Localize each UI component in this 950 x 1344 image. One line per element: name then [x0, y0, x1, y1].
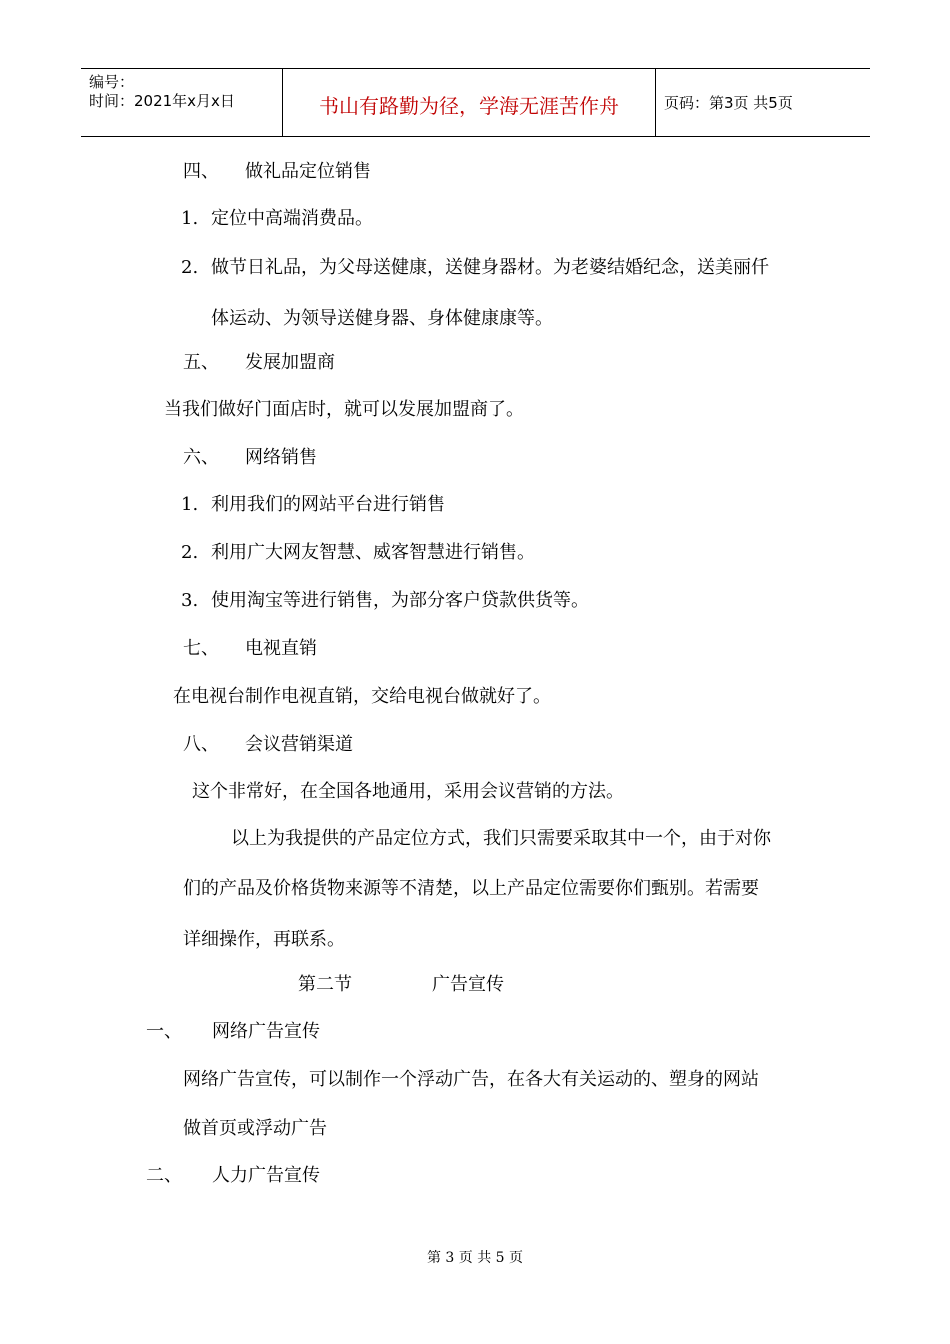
item-text: 使用淘宝等进行销售，为部分客户贷款供货等。	[211, 590, 589, 611]
paragraph: 当我们做好门面店时，就可以发展加盟商了。	[164, 399, 524, 420]
paragraph: 这个非常好，在全国各地通用，采用会议营销的方法。	[192, 781, 624, 802]
section-number: 八、	[183, 734, 219, 755]
section-title: 做礼品定位销售	[245, 161, 371, 182]
section-number: 七、	[183, 638, 219, 659]
section-number: 二、	[146, 1165, 182, 1186]
chapter-label: 第二节	[298, 974, 352, 995]
section-number: 一、	[146, 1021, 182, 1042]
item-number: 1.	[181, 494, 199, 515]
item-text: 利用我们的网站平台进行销售	[211, 494, 445, 515]
serial-label: 编号：	[89, 73, 135, 91]
list-item	[181, 589, 589, 613]
section-heading	[183, 160, 371, 184]
item-continuation: 体运动、为领导送健身器、身体健康康等。	[211, 308, 553, 329]
item-number: 3.	[181, 590, 199, 611]
list-item	[181, 207, 373, 231]
section-number: 六、	[183, 447, 219, 468]
section-heading	[183, 351, 335, 375]
section-heading	[183, 733, 353, 757]
chapter-title: 广告宣传	[432, 974, 504, 995]
summary-line: 详细操作，再联系。	[183, 929, 345, 950]
header-table	[81, 68, 870, 137]
section-title: 网络广告宣传	[212, 1021, 320, 1042]
summary-line: 们的产品及价格货物来源等不清楚，以上产品定位需要你们甄别。若需要	[183, 878, 759, 899]
item-number: 2.	[181, 542, 199, 563]
header-motto: 书山有路勤为径，学海无涯苦作舟	[319, 94, 619, 118]
header-page-info: 页码：第3页 共5页	[664, 94, 793, 112]
list-item	[181, 256, 769, 280]
section-heading	[183, 446, 317, 470]
item-text: 做节日礼品，为父母送健康，送健身器材。为老婆结婚纪念，送美丽仟	[211, 257, 769, 278]
section-title: 会议营销渠道	[245, 734, 353, 755]
list-item	[181, 493, 445, 517]
item-number: 2.	[181, 257, 199, 278]
time-label: 时间：2021年x月x日	[89, 92, 235, 110]
section-title: 网络销售	[245, 447, 317, 468]
list-item	[181, 541, 535, 565]
paragraph-line: 网络广告宣传，可以制作一个浮动广告，在各大有关运动的、塑身的网站	[183, 1069, 759, 1090]
item-number: 1.	[181, 208, 199, 229]
header-divider	[655, 69, 656, 136]
item-text: 利用广大网友智慧、威客智慧进行销售。	[211, 542, 535, 563]
paragraph: 在电视台制作电视直销，交给电视台做就好了。	[173, 686, 551, 707]
section-heading	[146, 1164, 320, 1188]
item-text: 定位中高端消费品。	[211, 208, 373, 229]
section-number: 四、	[183, 161, 219, 182]
paragraph-line: 做首页或浮动广告	[183, 1118, 327, 1139]
footer-page-number: 第 3 页 共 5 页	[426, 1250, 524, 1266]
header-meta	[89, 73, 279, 111]
section-heading	[183, 637, 317, 661]
summary-line: 以上为我提供的产品定位方式，我们只需要采取其中一个，由于对你	[231, 828, 771, 849]
section-title: 发展加盟商	[245, 352, 335, 373]
section-heading	[146, 1020, 320, 1044]
section-number: 五、	[183, 352, 219, 373]
section-title: 电视直销	[245, 638, 317, 659]
section-title: 人力广告宣传	[212, 1165, 320, 1186]
